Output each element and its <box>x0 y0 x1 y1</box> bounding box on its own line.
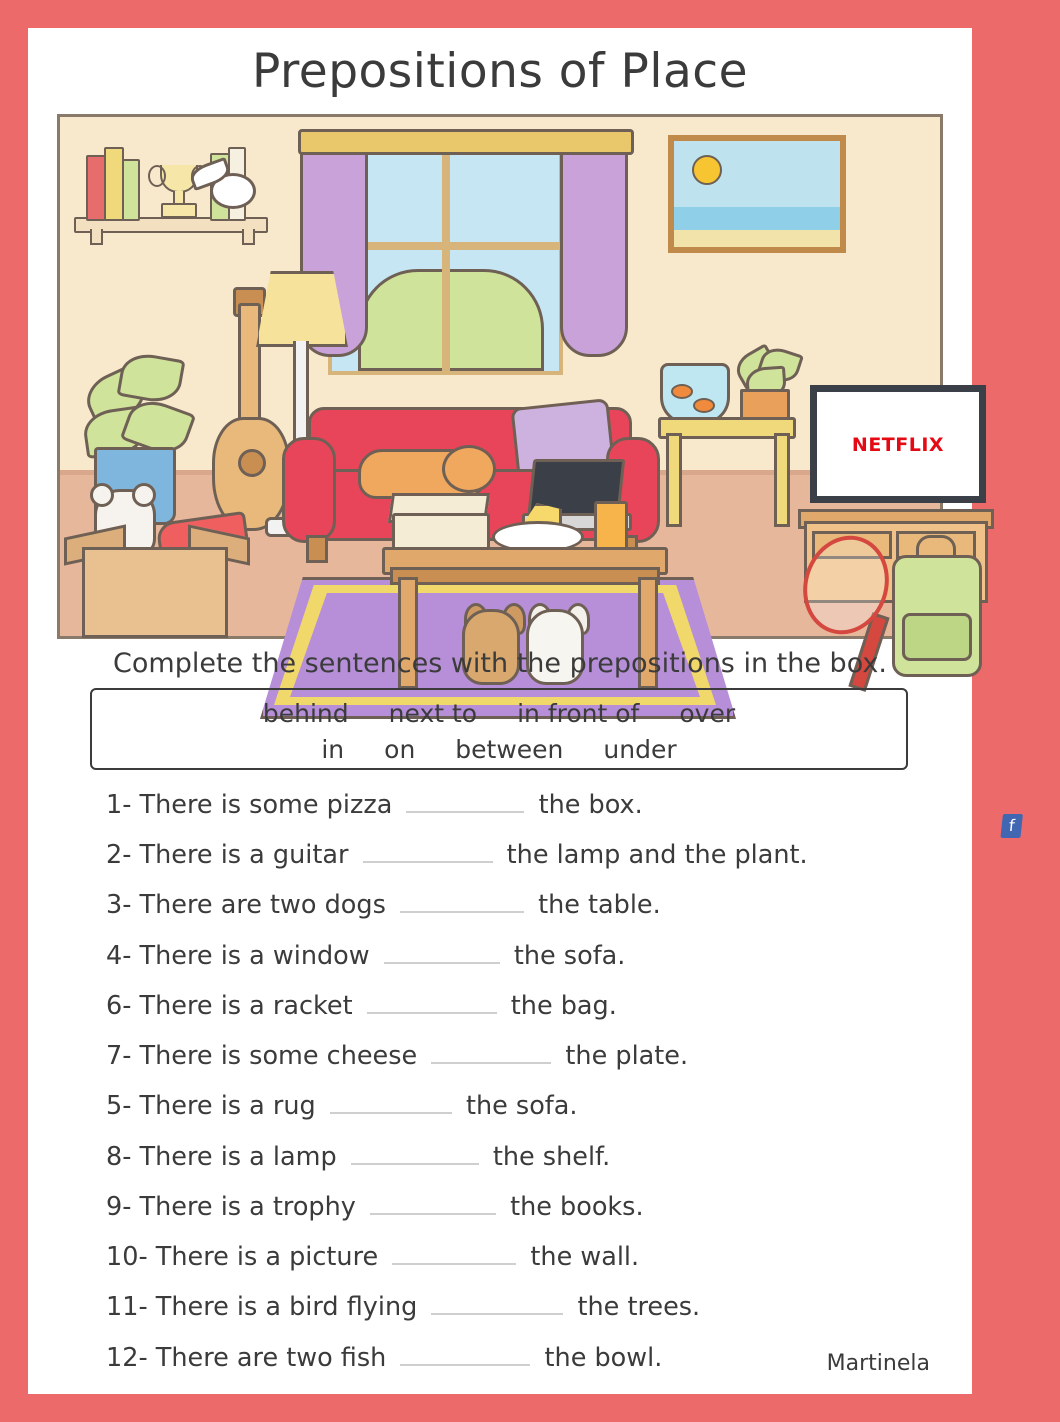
sentence-text-before: There are two fish <box>147 1342 395 1373</box>
answer-blank[interactable] <box>431 1040 551 1064</box>
sentence-row <box>106 931 932 981</box>
shelf-brace <box>242 229 255 245</box>
sentence-number: 5- <box>106 1091 132 1122</box>
window-mullion <box>442 149 450 371</box>
instruction-text: Complete the sentences with the prepositions in the box. <box>113 648 887 679</box>
sentence-text-after: the bowl. <box>536 1342 663 1373</box>
answer-blank[interactable] <box>351 1141 479 1165</box>
sentence-text-after: the sofa. <box>457 1091 578 1122</box>
answer-blank[interactable] <box>384 940 500 964</box>
trophy-stem <box>173 191 185 203</box>
table-leg <box>774 433 790 527</box>
trophy-base <box>161 203 197 218</box>
word-on[interactable]: on <box>384 735 416 765</box>
sentence-row <box>106 780 932 830</box>
sentence-text-before: There is a picture <box>147 1242 387 1273</box>
sentence-text-after: the trees. <box>569 1292 701 1323</box>
sentence-text-after: the shelf. <box>484 1141 611 1172</box>
sentence-row <box>106 1333 932 1383</box>
word-under[interactable]: under <box>603 735 677 765</box>
sofa-arm <box>282 437 336 543</box>
sentence-row <box>106 1232 932 1282</box>
sentence-text-after: the plate. <box>557 1041 689 1072</box>
word-in-front-of[interactable]: in front of <box>517 699 640 728</box>
answer-blank[interactable] <box>431 1291 563 1315</box>
picture-frame-icon <box>668 135 846 253</box>
answer-blank[interactable] <box>400 1342 530 1366</box>
sentence-number: 8- <box>106 1141 132 1172</box>
sentence-number: 4- <box>106 940 132 971</box>
picture-sand <box>674 230 840 247</box>
sentence-text-after: the wall. <box>522 1242 640 1273</box>
sentence-text-before: There is a window <box>131 940 378 971</box>
sentence-row <box>106 1031 932 1081</box>
worksheet-page <box>28 28 1016 1394</box>
answer-blank[interactable] <box>367 990 497 1014</box>
sentence-number: 6- <box>106 990 132 1021</box>
sentence-text-before: There is a racket <box>131 990 361 1021</box>
sentence-text-before: There is some pizza <box>131 790 401 820</box>
sentence-row <box>106 981 932 1031</box>
sentence-text-before: There is a rug <box>131 1091 324 1122</box>
fish-icon <box>671 384 693 399</box>
word-behind[interactable]: behind <box>262 699 349 728</box>
sentence-number: 9- <box>106 1191 132 1222</box>
book-icon <box>86 155 106 221</box>
tv-icon <box>810 385 986 503</box>
curtain-rod <box>298 129 634 155</box>
word-box-row-1 <box>92 696 906 732</box>
answer-blank[interactable] <box>392 1241 516 1265</box>
author-signature: Martinela <box>826 1351 930 1376</box>
guitar-neck-icon <box>238 303 261 429</box>
sentence-number: 1- <box>106 790 132 820</box>
sentence-number: 10- <box>106 1242 148 1273</box>
word-box <box>90 688 908 770</box>
sentence-text-after: the box. <box>530 790 643 820</box>
trophy-handle-icon <box>148 165 166 187</box>
sentence-text-after: the sofa. <box>505 940 626 971</box>
sentence-row <box>106 880 932 930</box>
answer-blank[interactable] <box>330 1090 452 1114</box>
netflix-label: NETFLIX <box>851 434 945 456</box>
sentence-text-before: There are two dogs <box>131 890 394 921</box>
shelf-brace <box>90 229 103 245</box>
answer-blank[interactable] <box>363 839 493 863</box>
book-icon <box>122 159 140 221</box>
answer-blank[interactable] <box>370 1191 496 1215</box>
cat-head-icon <box>442 445 496 493</box>
table-apron <box>390 567 660 585</box>
word-box-row-2 <box>92 732 906 768</box>
sentence-list <box>106 780 932 1383</box>
table-leg <box>666 433 682 527</box>
answer-blank[interactable] <box>400 889 524 913</box>
sentence-text-after: the books. <box>501 1191 644 1222</box>
sentence-row <box>106 1132 932 1182</box>
sentence-text-after: the table. <box>529 890 661 921</box>
answer-blank[interactable] <box>406 789 524 813</box>
sentence-text-after: the bag. <box>502 990 617 1021</box>
word-in[interactable]: in <box>321 735 345 765</box>
lamp-icon <box>256 271 348 347</box>
sofa-leg <box>306 535 328 563</box>
sentence-row <box>106 1282 932 1332</box>
page-title: Prepositions of Place <box>251 44 748 99</box>
sentence-number: 7- <box>106 1041 132 1072</box>
sentence-text-before: There is a guitar <box>131 840 357 871</box>
facebook-logo-icon: f <box>1000 814 1023 838</box>
book-icon <box>104 147 124 221</box>
sun-icon <box>692 155 722 185</box>
sentence-text-before: There is a lamp <box>131 1141 345 1172</box>
word-next-to[interactable]: next to <box>388 699 478 728</box>
sentence-number: 2- <box>106 840 132 871</box>
sentence-row <box>106 1182 932 1232</box>
curtain-icon <box>560 133 628 357</box>
tree-icon <box>358 269 544 371</box>
sentence-text-before: There is a trophy <box>131 1191 364 1222</box>
teddy-ear-icon <box>90 483 114 507</box>
sentence-number: 12- <box>106 1342 148 1373</box>
word-over[interactable]: over <box>679 699 736 728</box>
sentence-row <box>106 1081 932 1131</box>
sentence-row <box>106 830 932 880</box>
box-icon <box>82 547 228 638</box>
sentence-text-before: There is some cheese <box>131 1041 426 1072</box>
teddy-ear-icon <box>132 483 156 507</box>
guitar-soundhole <box>238 449 266 477</box>
sentence-text-after: the lamp and the plant. <box>498 840 808 871</box>
sentence-number: 3- <box>106 890 132 921</box>
sentence-text-before: There is a bird flying <box>147 1292 426 1323</box>
fish-bowl-icon <box>660 363 730 425</box>
sentence-number: 11- <box>106 1292 148 1323</box>
fish-icon <box>693 398 715 413</box>
word-between[interactable]: between <box>455 735 564 765</box>
